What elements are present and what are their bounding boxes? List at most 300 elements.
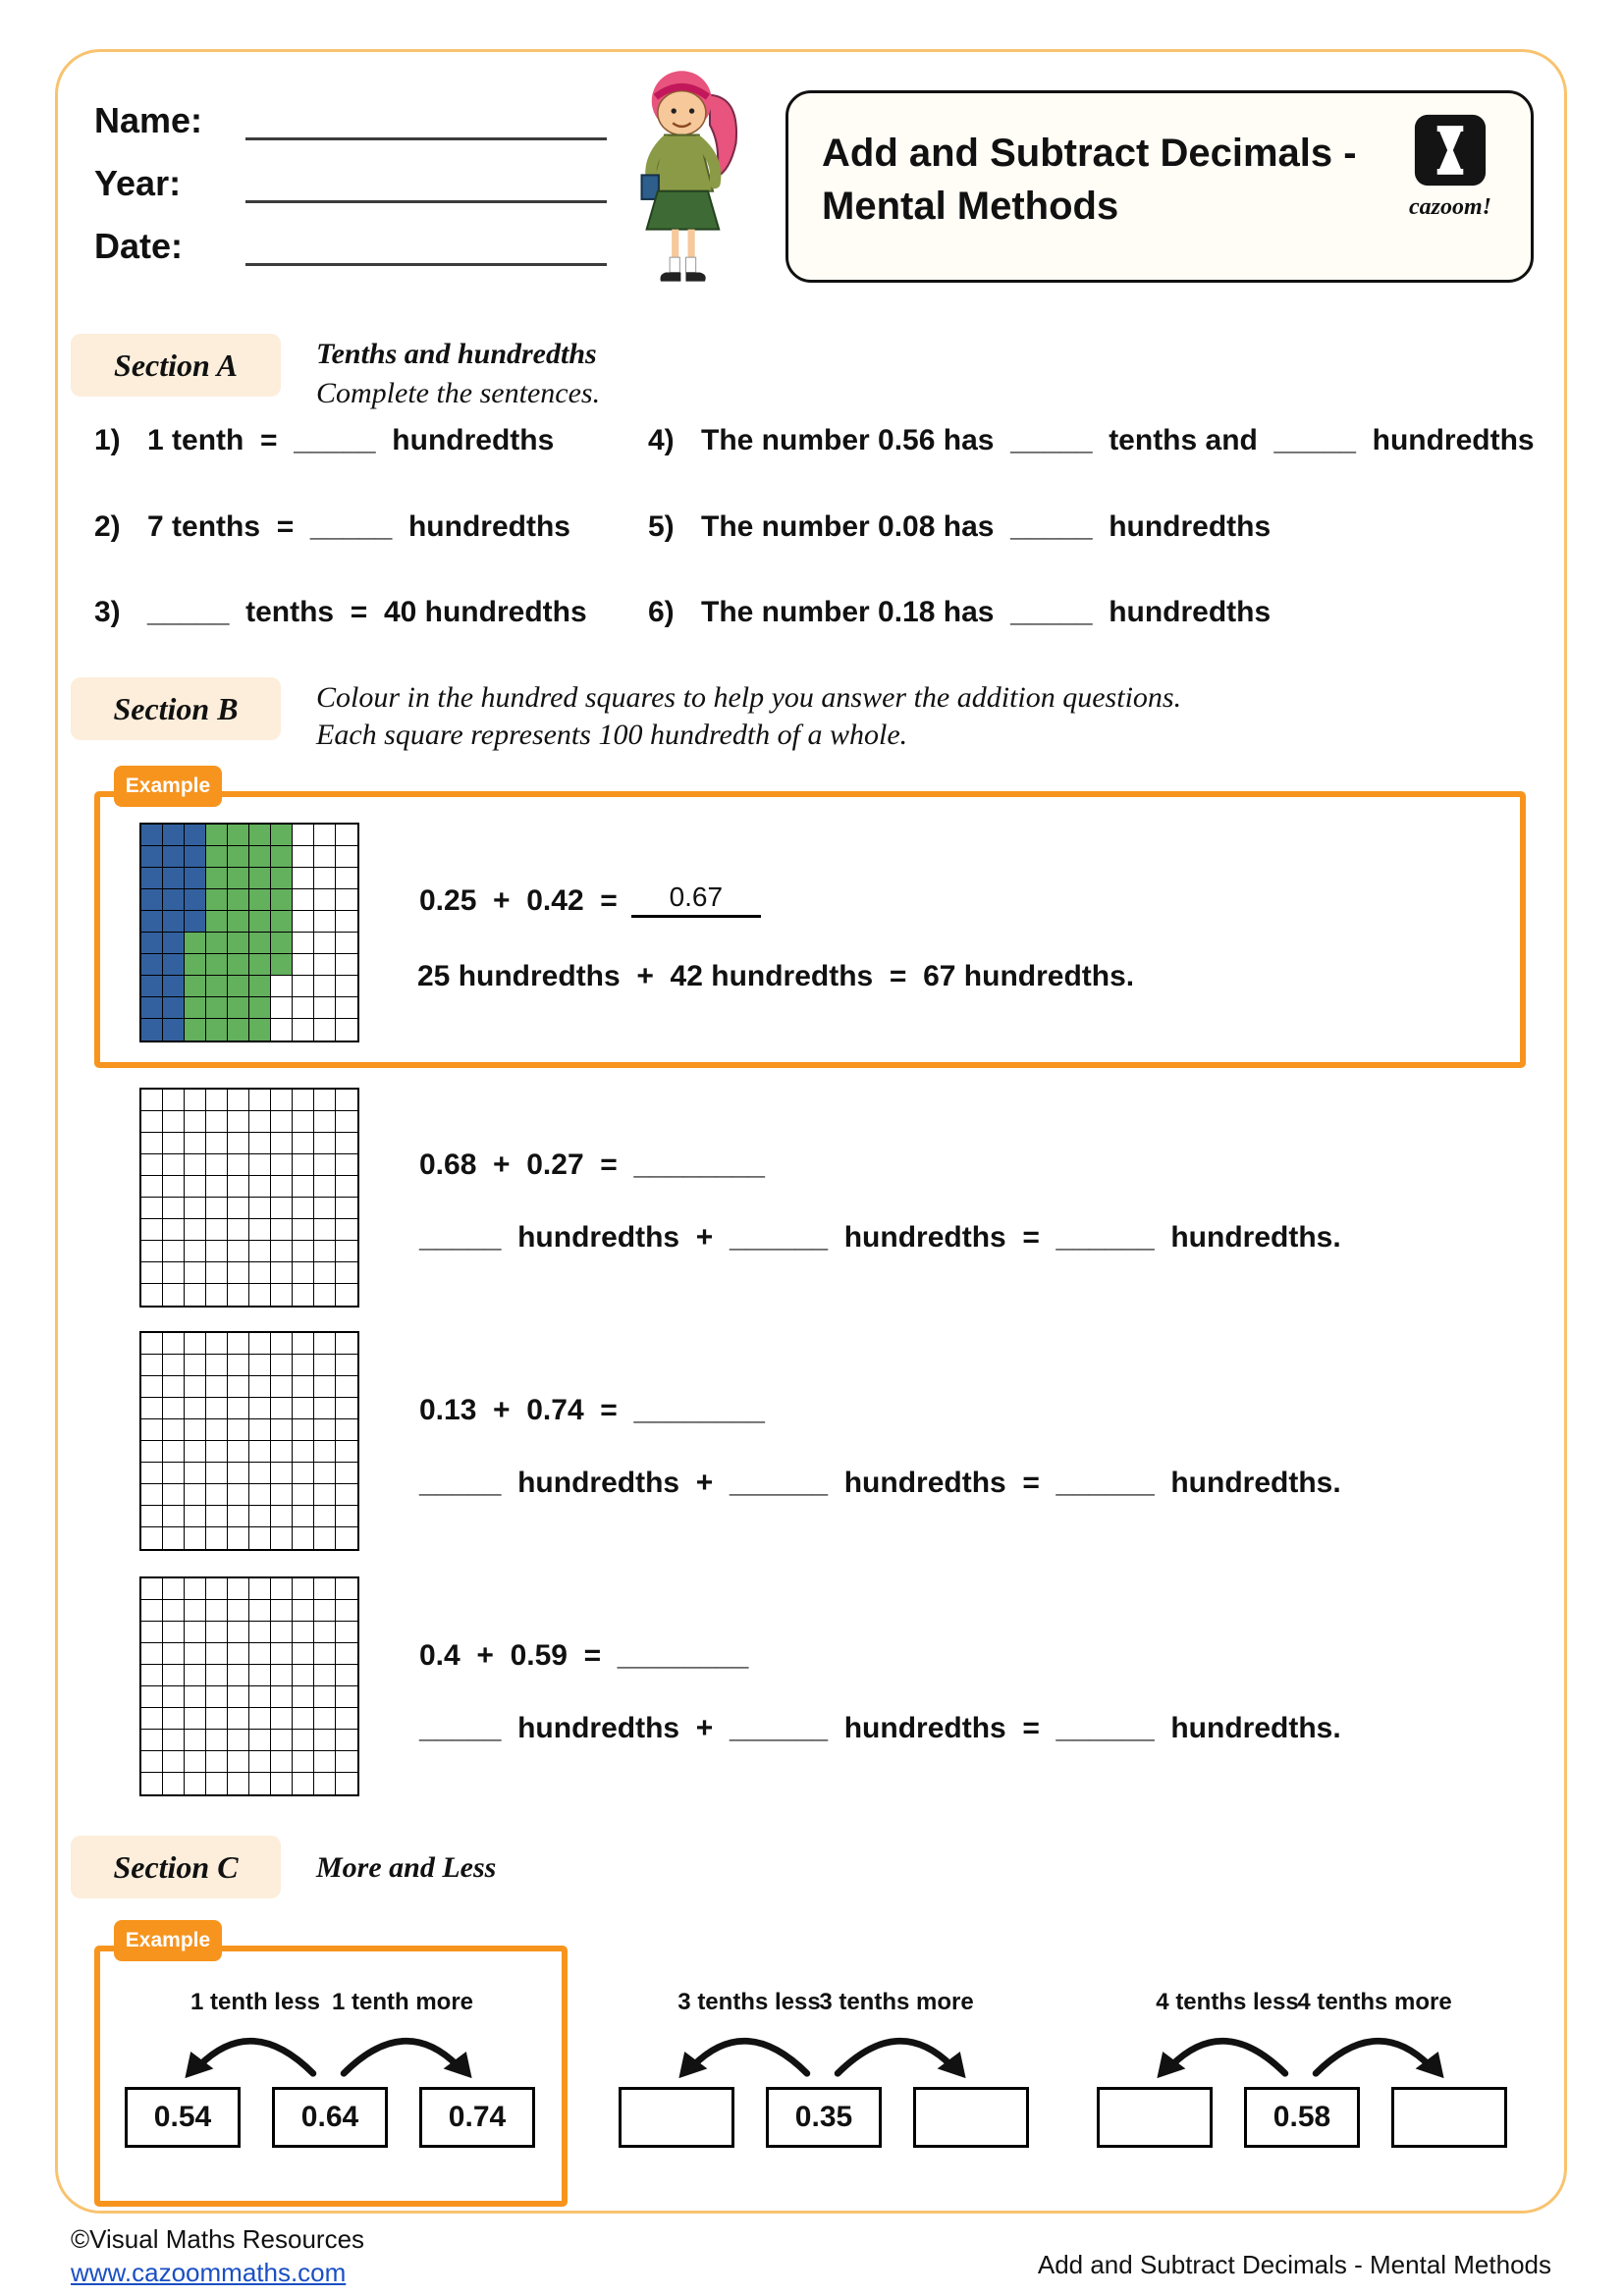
grid-cell[interactable] [314,911,336,933]
grid-cell[interactable] [185,1198,206,1219]
grid-cell[interactable] [228,1643,249,1665]
grid-cell[interactable] [163,1154,185,1176]
grid-cell[interactable] [271,1600,293,1622]
sentence-3[interactable]: _____ hundredths + ______ hundredths = ______ hundredths. [419,1712,1341,1744]
grid-cell[interactable] [314,1622,336,1643]
grid-cell[interactable] [163,1441,185,1463]
grid-cell[interactable] [141,1398,163,1419]
grid-cell[interactable] [141,1284,163,1306]
grid-cell[interactable] [314,1262,336,1284]
grid-cell[interactable] [185,1133,206,1154]
grid-cell[interactable] [185,1219,206,1241]
grid-cell[interactable] [314,1441,336,1463]
equation-2[interactable]: 0.13 + 0.74 = ________ [419,1394,765,1426]
grid-cell[interactable] [336,1600,357,1622]
grid-cell[interactable] [293,1198,314,1219]
grid-cell[interactable] [228,1441,249,1463]
grid-cell[interactable] [293,1578,314,1600]
grid-cell[interactable] [336,868,357,889]
grid-cell[interactable] [206,1463,228,1484]
grid-cell[interactable] [249,1463,271,1484]
grid-cell[interactable] [141,1506,163,1527]
grid-cell[interactable] [293,1398,314,1419]
grid-cell[interactable] [206,1154,228,1176]
grid-cell[interactable] [228,997,249,1019]
grid-cell[interactable] [228,1090,249,1111]
grid-cell[interactable] [185,846,206,868]
grid-cell[interactable] [271,1527,293,1549]
value-box[interactable]: 0.54 [125,2087,241,2148]
grid-cell[interactable] [249,1622,271,1643]
grid-cell[interactable] [271,1284,293,1306]
grid-cell[interactable] [206,1284,228,1306]
grid-cell[interactable] [249,1419,271,1441]
grid-cell[interactable] [228,911,249,933]
grid-cell[interactable] [314,1506,336,1527]
grid-cell[interactable] [336,1643,357,1665]
grid-cell[interactable] [141,1708,163,1730]
grid-cell[interactable] [206,1376,228,1398]
grid-cell[interactable] [314,1333,336,1355]
grid-cell[interactable] [293,1419,314,1441]
grid-cell[interactable] [293,1484,314,1506]
grid-cell[interactable] [206,1730,228,1751]
grid-cell[interactable] [141,1463,163,1484]
grid-cell[interactable] [293,1600,314,1622]
grid-cell[interactable] [293,976,314,997]
grid-cell[interactable] [293,1111,314,1133]
grid-cell[interactable] [249,1730,271,1751]
value-box[interactable]: 0.74 [419,2087,535,2148]
name-write-line[interactable] [245,137,607,140]
grid-cell[interactable] [336,825,357,846]
value-box[interactable] [1097,2087,1213,2148]
grid-cell[interactable] [249,976,271,997]
grid-cell[interactable] [249,1708,271,1730]
grid-cell[interactable] [141,889,163,911]
grid-cell[interactable] [206,825,228,846]
grid-cell[interactable] [141,1484,163,1506]
grid-cell[interactable] [206,1600,228,1622]
grid-cell[interactable] [141,976,163,997]
value-box[interactable] [913,2087,1029,2148]
grid-cell[interactable] [163,1751,185,1773]
grid-cell[interactable] [228,1176,249,1198]
equation-3[interactable]: 0.4 + 0.59 = ________ [419,1639,749,1672]
grid-cell[interactable] [336,1773,357,1794]
grid-cell[interactable] [163,1019,185,1041]
value-box[interactable]: 0.58 [1244,2087,1360,2148]
grid-cell[interactable] [228,954,249,976]
grid-cell[interactable] [163,1284,185,1306]
grid-cell[interactable] [314,1219,336,1241]
grid-cell[interactable] [206,1484,228,1506]
grid-cell[interactable] [141,997,163,1019]
grid-cell[interactable] [314,1090,336,1111]
grid-cell[interactable] [185,1176,206,1198]
hundred-square-grid-2[interactable] [139,1331,359,1551]
grid-cell[interactable] [141,1111,163,1133]
grid-cell[interactable] [163,1708,185,1730]
grid-cell[interactable] [249,911,271,933]
grid-cell[interactable] [271,1198,293,1219]
grid-cell[interactable] [163,1376,185,1398]
grid-cell[interactable] [141,1241,163,1262]
grid-cell[interactable] [336,1333,357,1355]
grid-cell[interactable] [271,1133,293,1154]
grid-cell[interactable] [228,1773,249,1794]
grid-cell[interactable] [314,976,336,997]
grid-cell[interactable] [336,1198,357,1219]
grid-cell[interactable] [314,1527,336,1549]
grid-cell[interactable] [141,1665,163,1686]
grid-cell[interactable] [228,825,249,846]
grid-cell[interactable] [314,1284,336,1306]
grid-cell[interactable] [249,1019,271,1041]
grid-cell[interactable] [249,1527,271,1549]
grid-cell[interactable] [293,1262,314,1284]
grid-cell[interactable] [271,1090,293,1111]
grid-cell[interactable] [185,1686,206,1708]
grid-cell[interactable] [206,1773,228,1794]
grid-cell[interactable] [163,1355,185,1376]
grid-cell[interactable] [206,1333,228,1355]
grid-cell[interactable] [336,1154,357,1176]
website-link[interactable]: www.cazoommaths.com [71,2258,347,2287]
grid-cell[interactable] [293,1090,314,1111]
grid-cell[interactable] [163,1578,185,1600]
grid-cell[interactable] [293,1622,314,1643]
grid-cell[interactable] [271,954,293,976]
grid-cell[interactable] [141,1622,163,1643]
grid-cell[interactable] [141,1441,163,1463]
grid-cell[interactable] [314,1419,336,1441]
grid-cell[interactable] [206,1090,228,1111]
grid-cell[interactable] [271,1398,293,1419]
grid-cell[interactable] [228,1284,249,1306]
grid-cell[interactable] [271,1686,293,1708]
grid-cell[interactable] [314,1398,336,1419]
grid-cell[interactable] [163,1730,185,1751]
grid-cell[interactable] [228,1019,249,1041]
grid-cell[interactable] [163,868,185,889]
grid-cell[interactable] [185,954,206,976]
grid-cell[interactable] [141,911,163,933]
grid-cell[interactable] [271,846,293,868]
grid-cell[interactable] [141,825,163,846]
grid-cell[interactable] [141,868,163,889]
grid-cell[interactable] [249,1506,271,1527]
grid-cell[interactable] [314,1773,336,1794]
grid-cell[interactable] [336,1578,357,1600]
grid-cell[interactable] [314,1111,336,1133]
grid-cell[interactable] [293,1133,314,1154]
grid-cell[interactable] [206,1506,228,1527]
grid-cell[interactable] [336,1019,357,1041]
grid-cell[interactable] [336,1376,357,1398]
grid-cell[interactable] [293,1284,314,1306]
grid-cell[interactable] [141,954,163,976]
grid-cell[interactable] [249,1198,271,1219]
grid-cell[interactable] [163,1484,185,1506]
grid-cell[interactable] [185,1773,206,1794]
grid-cell[interactable] [185,1708,206,1730]
grid-cell[interactable] [141,1333,163,1355]
grid-cell[interactable] [206,1527,228,1549]
grid-cell[interactable] [314,1665,336,1686]
grid-cell[interactable] [185,1333,206,1355]
grid-cell[interactable] [271,1376,293,1398]
grid-cell[interactable] [206,1241,228,1262]
grid-cell[interactable] [185,933,206,954]
grid-cell[interactable] [336,997,357,1019]
grid-cell[interactable] [314,1600,336,1622]
grid-cell[interactable] [228,1622,249,1643]
grid-cell[interactable] [141,1198,163,1219]
grid-cell[interactable] [185,868,206,889]
grid-cell[interactable] [141,1154,163,1176]
grid-cell[interactable] [293,911,314,933]
grid-cell[interactable] [271,1441,293,1463]
grid-cell[interactable] [185,1419,206,1441]
grid-cell[interactable] [314,1154,336,1176]
grid-cell[interactable] [293,1463,314,1484]
grid-cell[interactable] [185,1506,206,1527]
grid-cell[interactable] [163,1198,185,1219]
grid-cell[interactable] [185,1154,206,1176]
grid-cell[interactable] [185,1463,206,1484]
hundred-square-grid-3[interactable] [139,1576,359,1796]
grid-cell[interactable] [163,1665,185,1686]
grid-cell[interactable] [185,1090,206,1111]
grid-cell[interactable] [314,933,336,954]
grid-cell[interactable] [249,1376,271,1398]
grid-cell[interactable] [293,997,314,1019]
grid-cell[interactable] [271,1219,293,1241]
grid-cell[interactable] [249,997,271,1019]
grid-cell[interactable] [206,1133,228,1154]
grid-cell[interactable] [185,1665,206,1686]
grid-cell[interactable] [271,1506,293,1527]
grid-cell[interactable] [271,1751,293,1773]
grid-cell[interactable] [228,1506,249,1527]
grid-cell[interactable] [228,1686,249,1708]
hundred-square-grid-1[interactable] [139,1088,359,1308]
grid-cell[interactable] [141,1686,163,1708]
grid-cell[interactable] [249,825,271,846]
grid-cell[interactable] [206,1355,228,1376]
grid-cell[interactable] [141,1578,163,1600]
grid-cell[interactable] [228,1600,249,1622]
grid-cell[interactable] [293,1708,314,1730]
grid-cell[interactable] [249,1441,271,1463]
grid-cell[interactable] [314,1019,336,1041]
grid-cell[interactable] [163,1463,185,1484]
grid-cell[interactable] [314,1463,336,1484]
grid-cell[interactable] [314,846,336,868]
grid-cell[interactable] [206,1643,228,1665]
grid-cell[interactable] [293,1506,314,1527]
grid-cell[interactable] [206,1665,228,1686]
grid-cell[interactable] [228,1578,249,1600]
grid-cell[interactable] [271,1019,293,1041]
grid-cell[interactable] [141,1773,163,1794]
grid-cell[interactable] [271,1262,293,1284]
grid-cell[interactable] [271,1622,293,1643]
grid-cell[interactable] [336,1622,357,1643]
grid-cell[interactable] [141,1751,163,1773]
grid-cell[interactable] [185,1398,206,1419]
grid-cell[interactable] [228,1333,249,1355]
grid-cell[interactable] [271,1773,293,1794]
grid-cell[interactable] [185,889,206,911]
grid-cell[interactable] [293,954,314,976]
grid-cell[interactable] [271,1333,293,1355]
year-write-line[interactable] [245,200,607,203]
grid-cell[interactable] [141,846,163,868]
grid-cell[interactable] [185,1643,206,1665]
grid-cell[interactable] [185,976,206,997]
grid-cell[interactable] [271,1643,293,1665]
grid-cell[interactable] [293,1751,314,1773]
grid-cell[interactable] [185,1730,206,1751]
grid-cell[interactable] [163,911,185,933]
grid-cell[interactable] [336,1262,357,1284]
grid-cell[interactable] [228,1419,249,1441]
grid-cell[interactable] [336,889,357,911]
grid-cell[interactable] [293,1355,314,1376]
grid-cell[interactable] [271,1665,293,1686]
grid-cell[interactable] [228,1398,249,1419]
grid-cell[interactable] [228,1463,249,1484]
grid-cell[interactable] [293,1019,314,1041]
grid-cell[interactable] [336,1111,357,1133]
grid-cell[interactable] [336,976,357,997]
date-write-line[interactable] [245,263,607,266]
grid-cell[interactable] [249,1600,271,1622]
grid-cell[interactable] [314,889,336,911]
grid-cell[interactable] [271,911,293,933]
grid-cell[interactable] [249,1333,271,1355]
grid-cell[interactable] [228,1241,249,1262]
grid-cell[interactable] [206,1219,228,1241]
grid-cell[interactable] [185,1527,206,1549]
grid-cell[interactable] [249,1241,271,1262]
grid-cell[interactable] [271,1463,293,1484]
grid-cell[interactable] [228,976,249,997]
grid-cell[interactable] [141,1355,163,1376]
grid-cell[interactable] [141,1600,163,1622]
grid-cell[interactable] [336,1730,357,1751]
grid-cell[interactable] [163,1333,185,1355]
grid-cell[interactable] [185,997,206,1019]
grid-cell[interactable] [314,1708,336,1730]
grid-cell[interactable] [185,1284,206,1306]
grid-cell[interactable] [336,1284,357,1306]
grid-cell[interactable] [293,1376,314,1398]
grid-cell[interactable] [185,1111,206,1133]
grid-cell[interactable] [336,933,357,954]
grid-cell[interactable] [271,1355,293,1376]
grid-cell[interactable] [314,1686,336,1708]
grid-cell[interactable] [206,1111,228,1133]
grid-cell[interactable] [314,1176,336,1198]
grid-cell[interactable] [228,1751,249,1773]
grid-cell[interactable] [293,846,314,868]
grid-cell[interactable] [314,997,336,1019]
grid-cell[interactable] [163,1176,185,1198]
grid-cell[interactable] [228,933,249,954]
grid-cell[interactable] [141,1019,163,1041]
equation-1[interactable]: 0.68 + 0.27 = ________ [419,1148,765,1181]
grid-cell[interactable] [249,1398,271,1419]
grid-cell[interactable] [336,1090,357,1111]
grid-cell[interactable] [249,846,271,868]
grid-cell[interactable] [249,954,271,976]
grid-cell[interactable] [141,1376,163,1398]
grid-cell[interactable] [206,1176,228,1198]
value-box[interactable] [619,2087,734,2148]
grid-cell[interactable] [185,911,206,933]
grid-cell[interactable] [206,1398,228,1419]
grid-cell[interactable] [185,1622,206,1643]
grid-cell[interactable] [249,1176,271,1198]
grid-cell[interactable] [314,1578,336,1600]
grid-cell[interactable] [314,1241,336,1262]
grid-cell[interactable] [336,1751,357,1773]
grid-cell[interactable] [141,1133,163,1154]
grid-cell[interactable] [249,1773,271,1794]
value-box[interactable]: 0.35 [766,2087,882,2148]
grid-cell[interactable] [249,1355,271,1376]
grid-cell[interactable] [314,1751,336,1773]
grid-cell[interactable] [314,1484,336,1506]
grid-cell[interactable] [271,1484,293,1506]
grid-cell[interactable] [163,846,185,868]
grid-cell[interactable] [336,846,357,868]
grid-cell[interactable] [206,997,228,1019]
grid-cell[interactable] [293,1643,314,1665]
grid-cell[interactable] [206,954,228,976]
grid-cell[interactable] [271,1154,293,1176]
grid-cell[interactable] [228,1262,249,1284]
sentence-1[interactable]: _____ hundredths + ______ hundredths = ______ hundredths. [419,1221,1341,1254]
grid-cell[interactable] [293,1665,314,1686]
grid-cell[interactable] [336,1441,357,1463]
grid-cell[interactable] [141,1419,163,1441]
grid-cell[interactable] [228,1219,249,1241]
grid-cell[interactable] [336,1133,357,1154]
grid-cell[interactable] [249,1090,271,1111]
grid-cell[interactable] [293,1527,314,1549]
grid-cell[interactable] [271,1419,293,1441]
grid-cell[interactable] [336,1506,357,1527]
grid-cell[interactable] [163,1398,185,1419]
grid-cell[interactable] [336,1527,357,1549]
grid-cell[interactable] [228,1665,249,1686]
grid-cell[interactable] [271,933,293,954]
grid-cell[interactable] [228,1133,249,1154]
grid-cell[interactable] [206,911,228,933]
grid-cell[interactable] [293,1730,314,1751]
grid-cell[interactable] [293,825,314,846]
grid-cell[interactable] [206,933,228,954]
grid-cell[interactable] [141,1730,163,1751]
grid-cell[interactable] [141,1262,163,1284]
grid-cell[interactable] [141,1643,163,1665]
grid-cell[interactable] [271,1578,293,1600]
grid-cell[interactable] [163,954,185,976]
